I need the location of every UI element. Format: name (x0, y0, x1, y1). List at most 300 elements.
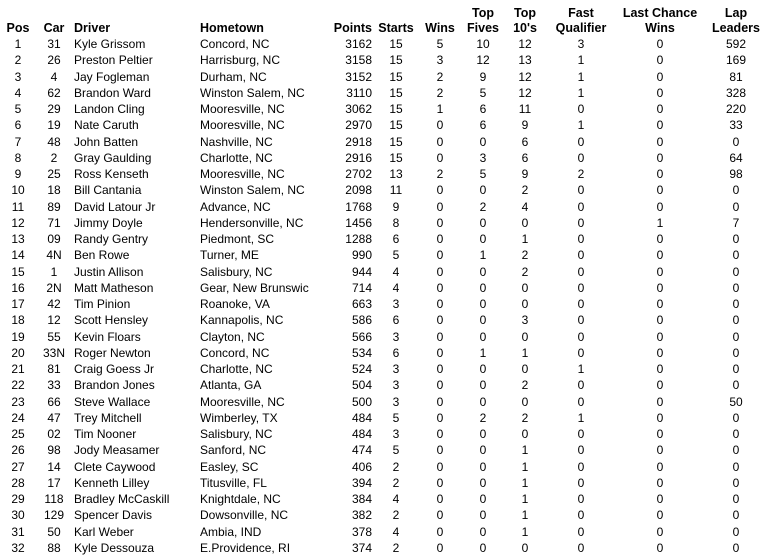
cell-driver: Kyle Grissom (74, 37, 146, 52)
cell-last-chance-wins: 0 (656, 313, 664, 328)
cell-hometown: Nashville, NC (200, 134, 273, 149)
cell-hometown: Kannapolis, NC (200, 313, 284, 328)
cell-last-chance-wins: 0 (656, 427, 664, 442)
cell-top-fives: 6 (479, 118, 487, 133)
header-pos: Pos (6, 21, 30, 35)
cell-pos: 17 (11, 297, 25, 312)
cell-wins: 0 (436, 248, 444, 263)
cell-pos: 9 (14, 167, 22, 182)
cell-starts: 15 (389, 118, 403, 133)
cell-driver: Kyle Dessouza (74, 540, 155, 555)
cell-points: 2970 (345, 118, 372, 133)
cell-top-tens: 13 (518, 53, 532, 68)
cell-top-tens: 1 (521, 475, 529, 490)
cell-wins: 0 (436, 183, 444, 198)
cell-wins: 0 (436, 345, 444, 360)
cell-driver: Brandon Jones (74, 378, 155, 393)
cell-pos: 3 (14, 69, 22, 84)
cell-hometown: Advance, NC (200, 199, 271, 214)
cell-pos: 1 (14, 37, 22, 52)
cell-fast-qualifier: 0 (577, 459, 585, 474)
cell-car: 48 (47, 134, 61, 149)
cell-hometown: E.Providence, RI (200, 540, 291, 555)
table-row (0, 134, 768, 150)
cell-driver: Ross Kenseth (74, 167, 149, 182)
cell-pos: 12 (11, 215, 25, 230)
cell-pos: 29 (11, 492, 25, 507)
cell-points: 714 (351, 280, 372, 295)
cell-car: 62 (47, 85, 61, 100)
cell-pos: 13 (11, 232, 25, 247)
cell-driver: Scott Hensley (74, 313, 149, 328)
header-fast-qualifier: Fast Qualifier (555, 6, 607, 35)
cell-driver: Craig Goess Jr (74, 362, 155, 377)
cell-wins: 0 (436, 313, 444, 328)
cell-top-fives: 0 (479, 264, 487, 279)
cell-points: 384 (351, 492, 372, 507)
cell-lap-leaders: 98 (729, 167, 743, 182)
cell-wins: 0 (436, 394, 444, 409)
cell-points: 500 (351, 394, 372, 409)
cell-top-fives: 5 (479, 85, 487, 100)
cell-hometown: Clayton, NC (200, 329, 265, 344)
cell-last-chance-wins: 0 (656, 410, 664, 425)
cell-pos: 24 (11, 410, 25, 425)
cell-wins: 3 (436, 53, 444, 68)
cell-wins: 5 (436, 37, 444, 52)
cell-wins: 0 (436, 232, 444, 247)
cell-starts: 5 (392, 410, 400, 425)
cell-driver: Bradley McCaskill (74, 492, 170, 507)
cell-hometown: Gear, New Brunswic (200, 280, 309, 295)
cell-top-fives: 0 (479, 427, 487, 442)
cell-starts: 15 (389, 85, 403, 100)
cell-starts: 4 (392, 524, 400, 539)
table-row (0, 524, 768, 540)
cell-pos: 7 (14, 134, 22, 149)
cell-wins: 0 (436, 540, 444, 555)
header-row (0, 2, 768, 36)
cell-driver: Tim Nooner (74, 427, 137, 442)
cell-driver: Bill Cantania (74, 183, 142, 198)
cell-top-tens: 1 (521, 459, 529, 474)
cell-starts: 15 (389, 53, 403, 68)
cell-hometown: Mooresville, NC (200, 394, 285, 409)
cell-hometown: Harrisburg, NC (200, 53, 281, 68)
table-row (0, 491, 768, 507)
cell-fast-qualifier: 0 (577, 345, 585, 360)
cell-wins: 0 (436, 329, 444, 344)
cell-points: 474 (351, 443, 372, 458)
cell-points: 1768 (345, 199, 372, 214)
cell-pos: 4 (14, 85, 22, 100)
cell-top-fives: 0 (479, 508, 487, 523)
cell-top-fives: 2 (479, 410, 487, 425)
cell-hometown: Easley, SC (200, 459, 259, 474)
cell-car: 31 (47, 37, 61, 52)
cell-pos: 25 (11, 427, 25, 442)
cell-lap-leaders: 0 (732, 475, 740, 490)
cell-car: 2N (46, 280, 62, 295)
cell-pos: 19 (11, 329, 25, 344)
cell-starts: 3 (392, 378, 400, 393)
cell-top-fives: 10 (476, 37, 490, 52)
cell-hometown: Charlotte, NC (200, 150, 273, 165)
cell-starts: 15 (389, 134, 403, 149)
cell-fast-qualifier: 0 (577, 248, 585, 263)
cell-hometown: Dowsonville, NC (200, 508, 289, 523)
cell-wins: 1 (436, 102, 444, 117)
table-row (0, 117, 768, 133)
cell-top-tens: 1 (521, 443, 529, 458)
cell-driver: Roger Newton (74, 345, 151, 360)
cell-hometown: Atlanta, GA (200, 378, 262, 393)
cell-starts: 15 (389, 150, 403, 165)
cell-fast-qualifier: 0 (577, 150, 585, 165)
cell-car: 12 (47, 313, 61, 328)
cell-car: 42 (47, 297, 61, 312)
cell-last-chance-wins: 0 (656, 394, 664, 409)
cell-starts: 2 (392, 459, 400, 474)
cell-points: 3110 (346, 85, 372, 100)
table-row (0, 215, 768, 231)
cell-starts: 4 (392, 280, 400, 295)
cell-hometown: Concord, NC (200, 37, 270, 52)
cell-driver: Trey Mitchell (74, 410, 142, 425)
cell-car: 118 (44, 492, 64, 507)
cell-last-chance-wins: 0 (656, 345, 664, 360)
cell-fast-qualifier: 0 (577, 492, 585, 507)
cell-wins: 0 (436, 459, 444, 474)
cell-fast-qualifier: 1 (577, 362, 585, 377)
cell-driver: Randy Gentry (74, 232, 149, 247)
header-hometown: Hometown (200, 21, 264, 35)
cell-lap-leaders: 0 (732, 427, 740, 442)
cell-car: 25 (47, 167, 61, 182)
cell-top-fives: 12 (476, 53, 490, 68)
table-row (0, 540, 768, 556)
cell-car: 33N (42, 345, 65, 360)
cell-driver: David Latour Jr (74, 199, 156, 214)
table-row (0, 247, 768, 263)
cell-lap-leaders: 328 (725, 85, 747, 100)
cell-top-tens: 0 (521, 362, 529, 377)
cell-wins: 2 (436, 167, 444, 182)
header-lap-leaders: Lap Leaders (712, 6, 760, 35)
cell-pos: 22 (11, 378, 25, 393)
table-row (0, 361, 768, 377)
cell-starts: 4 (392, 492, 400, 507)
cell-car: 02 (47, 427, 61, 442)
cell-top-fives: 0 (479, 492, 487, 507)
cell-hometown: Wimberley, TX (200, 410, 278, 425)
cell-pos: 20 (11, 345, 25, 360)
cell-last-chance-wins: 0 (656, 297, 664, 312)
cell-driver: Karl Weber (74, 524, 134, 539)
cell-wins: 0 (436, 199, 444, 214)
cell-lap-leaders: 0 (732, 280, 740, 295)
cell-pos: 26 (11, 443, 25, 458)
cell-top-fives: 5 (479, 167, 487, 182)
cell-top-tens: 9 (521, 118, 529, 133)
table-row (0, 280, 768, 296)
cell-fast-qualifier: 0 (577, 378, 585, 393)
cell-lap-leaders: 7 (732, 215, 740, 230)
table-row (0, 296, 768, 312)
cell-last-chance-wins: 0 (656, 150, 664, 165)
cell-fast-qualifier: 1 (577, 410, 585, 425)
cell-top-tens: 9 (521, 167, 529, 182)
cell-fast-qualifier: 0 (577, 329, 585, 344)
cell-fast-qualifier: 1 (577, 53, 585, 68)
cell-top-tens: 2 (521, 248, 529, 263)
cell-starts: 3 (392, 394, 400, 409)
cell-hometown: Piedmont, SC (200, 232, 275, 247)
cell-hometown: Charlotte, NC (200, 362, 273, 377)
cell-lap-leaders: 592 (725, 37, 747, 52)
cell-last-chance-wins: 0 (656, 199, 664, 214)
cell-wins: 0 (436, 362, 444, 377)
table-row (0, 345, 768, 361)
table-row (0, 377, 768, 393)
cell-starts: 9 (392, 199, 400, 214)
cell-last-chance-wins: 0 (656, 134, 664, 149)
cell-last-chance-wins: 0 (656, 280, 664, 295)
cell-starts: 5 (392, 443, 400, 458)
cell-last-chance-wins: 0 (656, 378, 664, 393)
cell-hometown: Salisbury, NC (200, 427, 273, 442)
cell-pos: 23 (11, 394, 25, 409)
cell-lap-leaders: 50 (729, 394, 743, 409)
cell-driver: Landon Cling (74, 102, 145, 117)
cell-lap-leaders: 0 (732, 248, 740, 263)
cell-car: 1 (50, 264, 58, 279)
cell-last-chance-wins: 0 (656, 37, 664, 52)
cell-fast-qualifier: 1 (577, 85, 585, 100)
cell-top-tens: 2 (521, 378, 529, 393)
cell-wins: 0 (436, 410, 444, 425)
cell-pos: 30 (11, 508, 25, 523)
cell-car: 17 (47, 475, 61, 490)
cell-fast-qualifier: 0 (577, 183, 585, 198)
cell-lap-leaders: 0 (732, 492, 740, 507)
cell-car: 81 (47, 362, 61, 377)
cell-starts: 6 (392, 345, 400, 360)
cell-top-tens: 1 (521, 508, 529, 523)
cell-top-tens: 0 (521, 427, 529, 442)
cell-fast-qualifier: 0 (577, 134, 585, 149)
cell-lap-leaders: 0 (732, 410, 740, 425)
header-car: Car (43, 21, 65, 35)
cell-driver: John Batten (74, 134, 139, 149)
header-driver: Driver (74, 21, 111, 35)
cell-top-tens: 2 (521, 264, 529, 279)
cell-car: 98 (47, 443, 61, 458)
cell-points: 2098 (345, 183, 372, 198)
cell-starts: 3 (392, 297, 400, 312)
cell-top-fives: 0 (479, 362, 487, 377)
cell-last-chance-wins: 0 (656, 69, 664, 84)
cell-car: 09 (47, 232, 61, 247)
cell-lap-leaders: 0 (732, 199, 740, 214)
cell-driver: Clete Caywood (74, 459, 156, 474)
cell-car: 71 (47, 215, 61, 230)
cell-driver: Jay Fogleman (74, 69, 150, 84)
cell-lap-leaders: 0 (732, 264, 740, 279)
cell-wins: 0 (436, 508, 444, 523)
cell-wins: 2 (436, 85, 444, 100)
cell-lap-leaders: 0 (732, 134, 740, 149)
cell-car: 50 (47, 524, 61, 539)
cell-starts: 15 (389, 37, 403, 52)
cell-starts: 4 (392, 264, 400, 279)
cell-top-fives: 0 (479, 540, 487, 555)
cell-driver: Justin Allison (74, 264, 144, 279)
cell-pos: 21 (11, 362, 25, 377)
standings-body (0, 36, 768, 556)
cell-points: 3162 (345, 37, 372, 52)
cell-points: 2918 (345, 134, 372, 149)
cell-top-tens: 0 (521, 280, 529, 295)
cell-driver: Jody Measamer (74, 443, 160, 458)
cell-top-fives: 0 (479, 459, 487, 474)
table-row (0, 459, 768, 475)
table-row (0, 475, 768, 491)
cell-pos: 5 (14, 102, 22, 117)
cell-driver: Matt Matheson (74, 280, 154, 295)
cell-last-chance-wins: 1 (656, 215, 664, 230)
cell-wins: 0 (436, 215, 444, 230)
cell-last-chance-wins: 0 (656, 118, 664, 133)
cell-points: 484 (351, 410, 372, 425)
cell-top-tens: 1 (521, 524, 529, 539)
cell-lap-leaders: 0 (732, 313, 740, 328)
cell-car: 26 (47, 53, 61, 68)
cell-wins: 0 (436, 118, 444, 133)
cell-top-tens: 4 (521, 199, 529, 214)
cell-last-chance-wins: 0 (656, 459, 664, 474)
cell-top-tens: 1 (521, 232, 529, 247)
cell-starts: 3 (392, 427, 400, 442)
cell-pos: 6 (14, 118, 22, 133)
cell-lap-leaders: 0 (732, 362, 740, 377)
cell-fast-qualifier: 0 (577, 524, 585, 539)
cell-points: 3158 (345, 53, 372, 68)
cell-top-tens: 2 (521, 410, 529, 425)
cell-last-chance-wins: 0 (656, 85, 664, 100)
cell-top-fives: 0 (479, 215, 487, 230)
cell-hometown: Turner, ME (200, 248, 259, 263)
cell-fast-qualifier: 0 (577, 280, 585, 295)
table-row (0, 394, 768, 410)
cell-lap-leaders: 0 (732, 443, 740, 458)
cell-lap-leaders: 0 (732, 508, 740, 523)
cell-car: 88 (47, 540, 61, 555)
cell-car: 33 (47, 378, 61, 393)
cell-driver: Kevin Floars (74, 329, 141, 344)
cell-fast-qualifier: 1 (577, 118, 585, 133)
cell-last-chance-wins: 0 (656, 329, 664, 344)
cell-top-tens: 0 (521, 215, 529, 230)
cell-car: 47 (47, 410, 61, 425)
cell-fast-qualifier: 2 (577, 167, 585, 182)
cell-wins: 0 (436, 378, 444, 393)
cell-lap-leaders: 220 (725, 102, 747, 117)
cell-wins: 0 (436, 524, 444, 539)
cell-top-fives: 3 (479, 150, 487, 165)
cell-lap-leaders: 33 (729, 118, 743, 133)
cell-car: 2 (50, 150, 58, 165)
cell-pos: 2 (14, 53, 22, 68)
cell-car: 4N (46, 248, 62, 263)
cell-car: 19 (47, 118, 61, 133)
cell-last-chance-wins: 0 (656, 167, 664, 182)
cell-wins: 0 (436, 427, 444, 442)
cell-top-fives: 0 (479, 524, 487, 539)
cell-points: 534 (351, 345, 372, 360)
header-top-fives: Top Fives (467, 6, 499, 35)
cell-hometown: Mooresville, NC (200, 102, 285, 117)
cell-wins: 0 (436, 150, 444, 165)
cell-starts: 2 (392, 475, 400, 490)
cell-top-tens: 1 (521, 345, 529, 360)
cell-lap-leaders: 169 (725, 53, 747, 68)
cell-fast-qualifier: 0 (577, 443, 585, 458)
cell-points: 566 (351, 329, 372, 344)
cell-top-tens: 3 (521, 313, 529, 328)
cell-starts: 15 (389, 69, 403, 84)
header-wins: Wins (425, 21, 455, 35)
cell-pos: 8 (14, 150, 22, 165)
cell-points: 586 (351, 313, 372, 328)
cell-driver: Nate Caruth (74, 118, 139, 133)
cell-top-fives: 0 (479, 475, 487, 490)
cell-top-tens: 1 (521, 492, 529, 507)
cell-starts: 2 (392, 508, 400, 523)
cell-top-fives: 0 (479, 329, 487, 344)
cell-top-fives: 9 (479, 69, 487, 84)
cell-points: 1456 (345, 215, 372, 230)
standings-table (0, 2, 768, 556)
cell-wins: 0 (436, 264, 444, 279)
cell-wins: 0 (436, 475, 444, 490)
cell-car: 89 (47, 199, 61, 214)
cell-points: 2702 (345, 167, 372, 182)
cell-hometown: Roanoke, VA (200, 297, 270, 312)
table-row (0, 166, 768, 182)
cell-driver: Spencer Davis (74, 508, 153, 523)
cell-starts: 2 (392, 540, 400, 555)
cell-points: 504 (351, 378, 372, 393)
cell-lap-leaders: 0 (732, 459, 740, 474)
cell-points: 663 (351, 297, 372, 312)
cell-points: 378 (351, 524, 372, 539)
cell-top-fives: 0 (479, 394, 487, 409)
cell-driver: Preston Peltier (74, 53, 153, 68)
cell-points: 2916 (345, 150, 372, 165)
cell-fast-qualifier: 0 (577, 313, 585, 328)
cell-starts: 3 (392, 362, 400, 377)
cell-points: 3062 (345, 102, 372, 117)
cell-top-fives: 0 (479, 183, 487, 198)
cell-hometown: Winston Salem, NC (200, 183, 305, 198)
cell-last-chance-wins: 0 (656, 540, 664, 555)
cell-top-tens: 0 (521, 329, 529, 344)
cell-top-fives: 0 (479, 232, 487, 247)
cell-pos: 31 (11, 524, 25, 539)
cell-last-chance-wins: 0 (656, 362, 664, 377)
cell-last-chance-wins: 0 (656, 232, 664, 247)
